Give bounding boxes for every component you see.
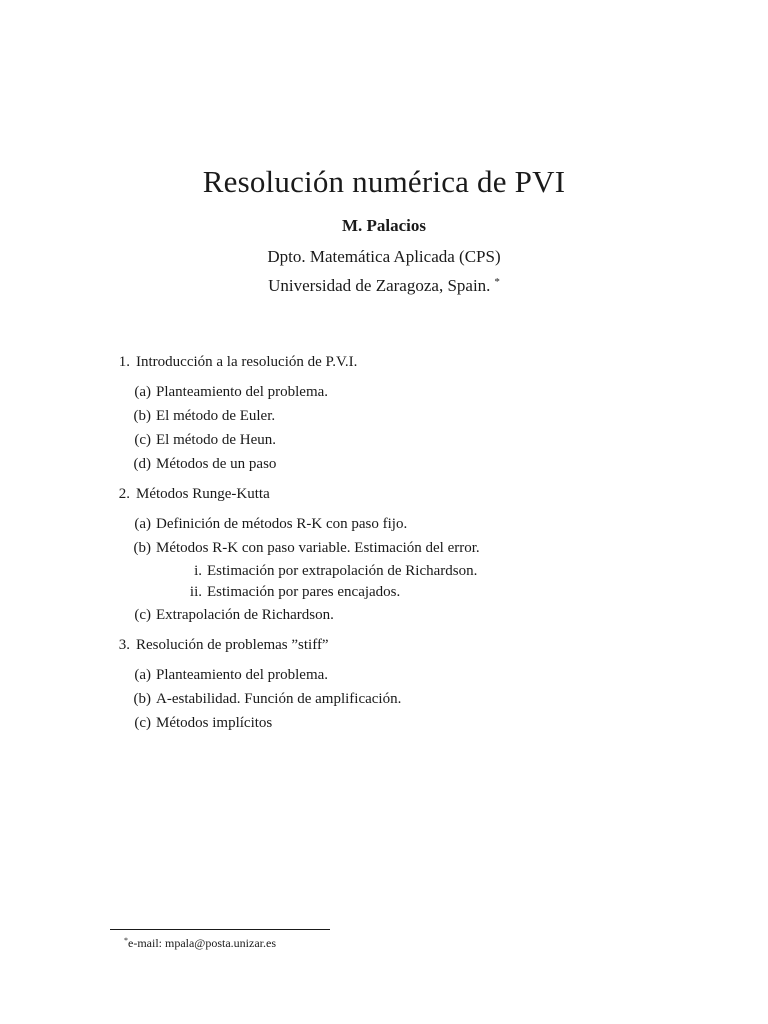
toc-section-number: 3. bbox=[118, 637, 130, 653]
toc-section-label: Métodos Runge-Kutta bbox=[136, 486, 270, 502]
toc-item-1a bbox=[125, 382, 328, 402]
toc-subitem-label: Estimación por extrapolación de Richardson. bbox=[207, 563, 478, 579]
footnote-email: e-mail: mpala@posta.unizar.es bbox=[128, 936, 277, 950]
toc-item-label: Definición de métodos R-K con paso fijo. bbox=[156, 516, 408, 532]
toc-item-1d bbox=[125, 454, 276, 474]
toc-section-label: Resolución de problemas ”stiff” bbox=[136, 637, 329, 653]
footnote-marker: * bbox=[494, 276, 500, 288]
toc-section-number: 1. bbox=[118, 354, 130, 370]
toc-item-label: Métodos R-K con paso variable. Estimación del error. bbox=[156, 540, 480, 556]
affiliation-university: Universidad de Zaragoza, Spain. bbox=[268, 276, 491, 295]
document-title: Resolución numérica de PVI bbox=[202, 164, 566, 199]
toc-subitem-marker: ii. bbox=[189, 584, 202, 600]
toc-item-3b bbox=[125, 689, 401, 709]
toc-item-2a bbox=[125, 514, 407, 534]
toc-section-label: Introducción a la resolución de P.V.I. bbox=[136, 354, 358, 370]
toc-item-marker: (a) bbox=[134, 667, 151, 683]
toc-item-marker: (c) bbox=[134, 715, 151, 731]
toc-item-label: Planteamiento del problema. bbox=[156, 667, 329, 683]
toc-item-2c bbox=[125, 605, 334, 625]
toc-subitem-2b-i bbox=[182, 561, 477, 581]
toc-item-marker: (b) bbox=[133, 408, 151, 424]
toc-item-3c bbox=[125, 713, 272, 733]
toc-item-marker: (b) bbox=[133, 691, 151, 707]
toc-item-1b bbox=[125, 406, 275, 426]
toc-item-label: Extrapolación de Richardson. bbox=[156, 607, 334, 623]
toc-item-2b bbox=[125, 538, 480, 558]
toc-item-label: El método de Euler. bbox=[156, 408, 276, 424]
toc-item-marker: (a) bbox=[134, 516, 151, 532]
toc-item-marker: (c) bbox=[134, 432, 151, 448]
footnote-rule bbox=[110, 929, 330, 930]
toc-item-label: El método de Heun. bbox=[156, 432, 276, 448]
toc-section-2 bbox=[112, 484, 270, 504]
toc-item-marker: (a) bbox=[134, 384, 151, 400]
toc-subitem-marker: i. bbox=[194, 563, 202, 579]
footnote bbox=[124, 933, 276, 951]
toc-item-3a bbox=[125, 665, 328, 685]
toc-item-marker: (c) bbox=[134, 607, 151, 623]
toc-subitem-2b-ii bbox=[182, 582, 400, 602]
footnote-mark: * bbox=[124, 936, 128, 945]
toc-item-1c bbox=[125, 430, 276, 450]
toc-section-number: 2. bbox=[118, 486, 130, 502]
toc-item-label: Planteamiento del problema. bbox=[156, 384, 329, 400]
toc-subitem-label: Estimación por pares encajados. bbox=[207, 584, 401, 600]
affiliation-department: Dpto. Matemática Aplicada (CPS) bbox=[267, 247, 501, 266]
toc-section-3 bbox=[112, 635, 329, 655]
author-name: M. Palacios bbox=[341, 216, 427, 235]
toc-item-label: Métodos de un paso bbox=[156, 456, 277, 472]
toc-item-marker: (b) bbox=[133, 540, 151, 556]
toc-item-label: A-estabilidad. Función de amplificación. bbox=[156, 691, 402, 707]
toc-item-label: Métodos implícitos bbox=[156, 715, 273, 731]
toc-section-1 bbox=[112, 352, 357, 372]
toc-item-marker: (d) bbox=[133, 456, 151, 472]
